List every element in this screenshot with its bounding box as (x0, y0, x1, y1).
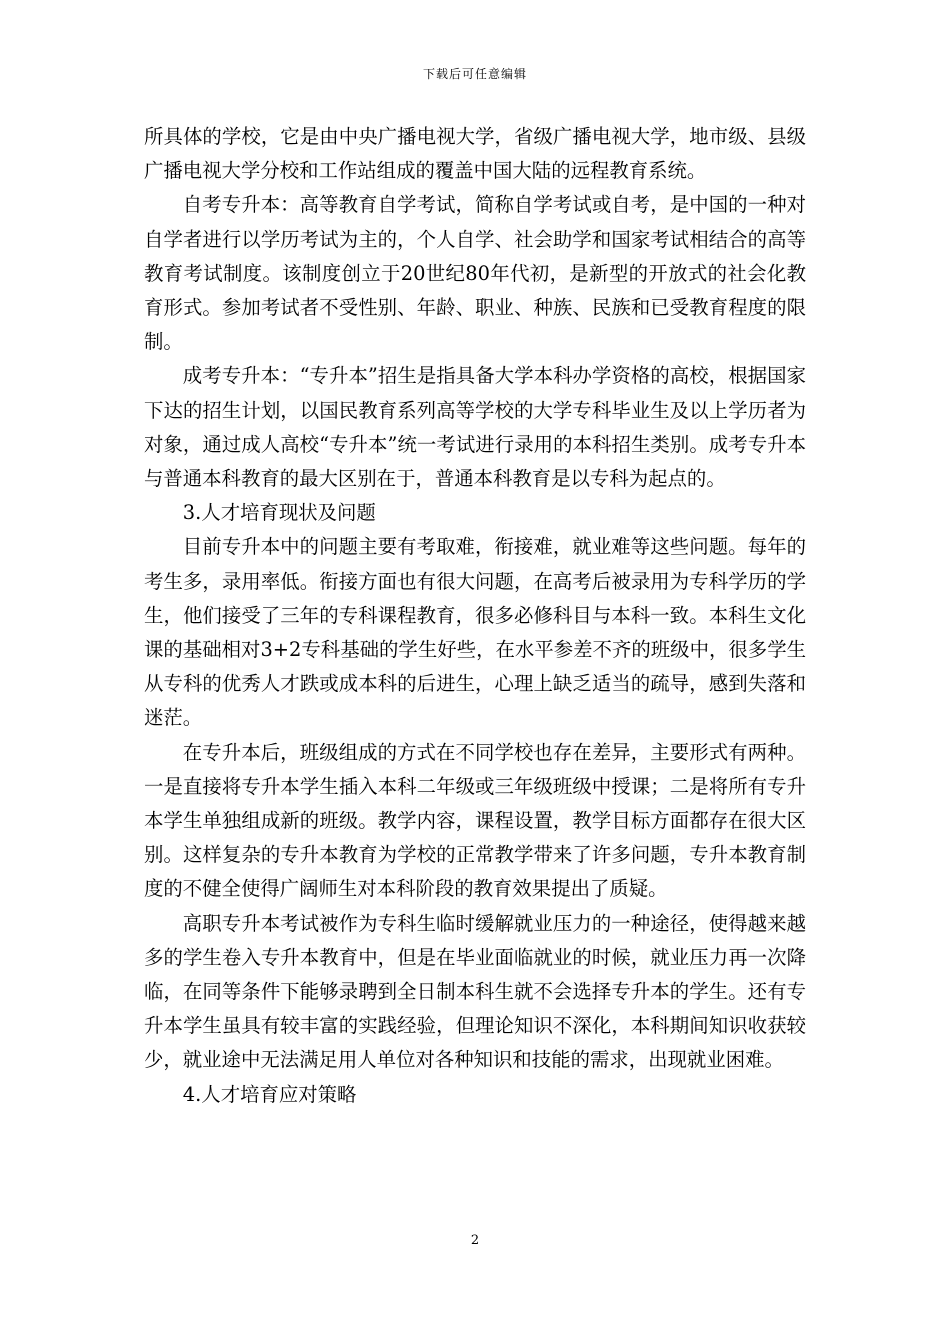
paragraph-adult-exam: 成考专升本：“专升本”招生是指具备大学本科办学资格的高校，根据国家下达的招生计划，以国民教育系列高等学校的大学专科毕业生及以上学历者为对象，通过成人高校“专升本”统一考试进行录用的本科招生类别。成考专升本与普通本科教育的最大区别在于，普通本科教育是以专科为起点的。 (144, 364, 806, 491)
section-heading-3: 3.人才培育现状及问题 (182, 501, 376, 525)
document-body (144, 120, 806, 1112)
paragraph-current-problems: 目前专升本中的问题主要有考取难，衔接难，就业难等这些问题。每年的考生多，录用率低。衔接方面也有很大问题，在高考后被录用为专科学历的学生，他们接受了三年的专科课程教育，很多必修科目与本科一致。本科生文化课的基础相对3+2专科基础的学生好些，在水平参差不齐的班级中，很多学生从专科的优秀人才跌或成本科的后进生，心理上缺乏适当的疏导，感到失落和迷茫。 (144, 535, 806, 730)
page-number: 2 (470, 1233, 480, 1248)
paragraph-continued: 所具体的学校，它是由中央广播电视大学，省级广播电视大学，地市级、县级广播电视大学分校和工作站组成的覆盖中国大陆的远程教育系统。 (144, 125, 806, 183)
paragraph-class-composition: 在专升本后，班级组成的方式在不同学校也存在差异，主要形式有两种。一是直接将专升本学生插入本科二年级或三年级班级中授课；二是将所有专升本学生单独组成新的班级。教学内容，课程设置，教学目标方面都存在很大区别。这样复杂的专升本教育为学校的正常教学带来了许多问题，专升本教育制度的不健全使得广阔师生对本科阶段的教育效果提出了质疑。 (144, 740, 806, 901)
page-header: 下载后可任意编辑 (422, 67, 527, 81)
paragraph-employment-pressure: 高职专升本考试被作为专科生临时缓解就业压力的一种途径，使得越来越多的学生卷入专升本教育中，但是在毕业面临就业的时候，就业压力再一次降临，在同等条件下能够录聘到全日制本科生就不会选择专升本的学生。还有专升本学生虽具有较丰富的实践经验，但理论知识不深化，本科期间知识收获较少，就业途中无法满足用人单位对各种知识和技能的需求，出现就业困难。 (144, 911, 806, 1072)
paragraph-self-study-exam: 自考专升本：高等教育自学考试，简称自学考试或自考，是中国的一种对自学者进行以学历考试为主的，个人自学、社会助学和国家考试相结合的高等教育考试制度。该制度创立于20世纪80年代初，是新型的开放式的社会化教育形式。参加考试者不受性别、年龄、职业、种族、民族和已受教育程度的限制。 (144, 193, 806, 354)
section-heading-4: 4.人才培育应对策略 (182, 1082, 357, 1106)
